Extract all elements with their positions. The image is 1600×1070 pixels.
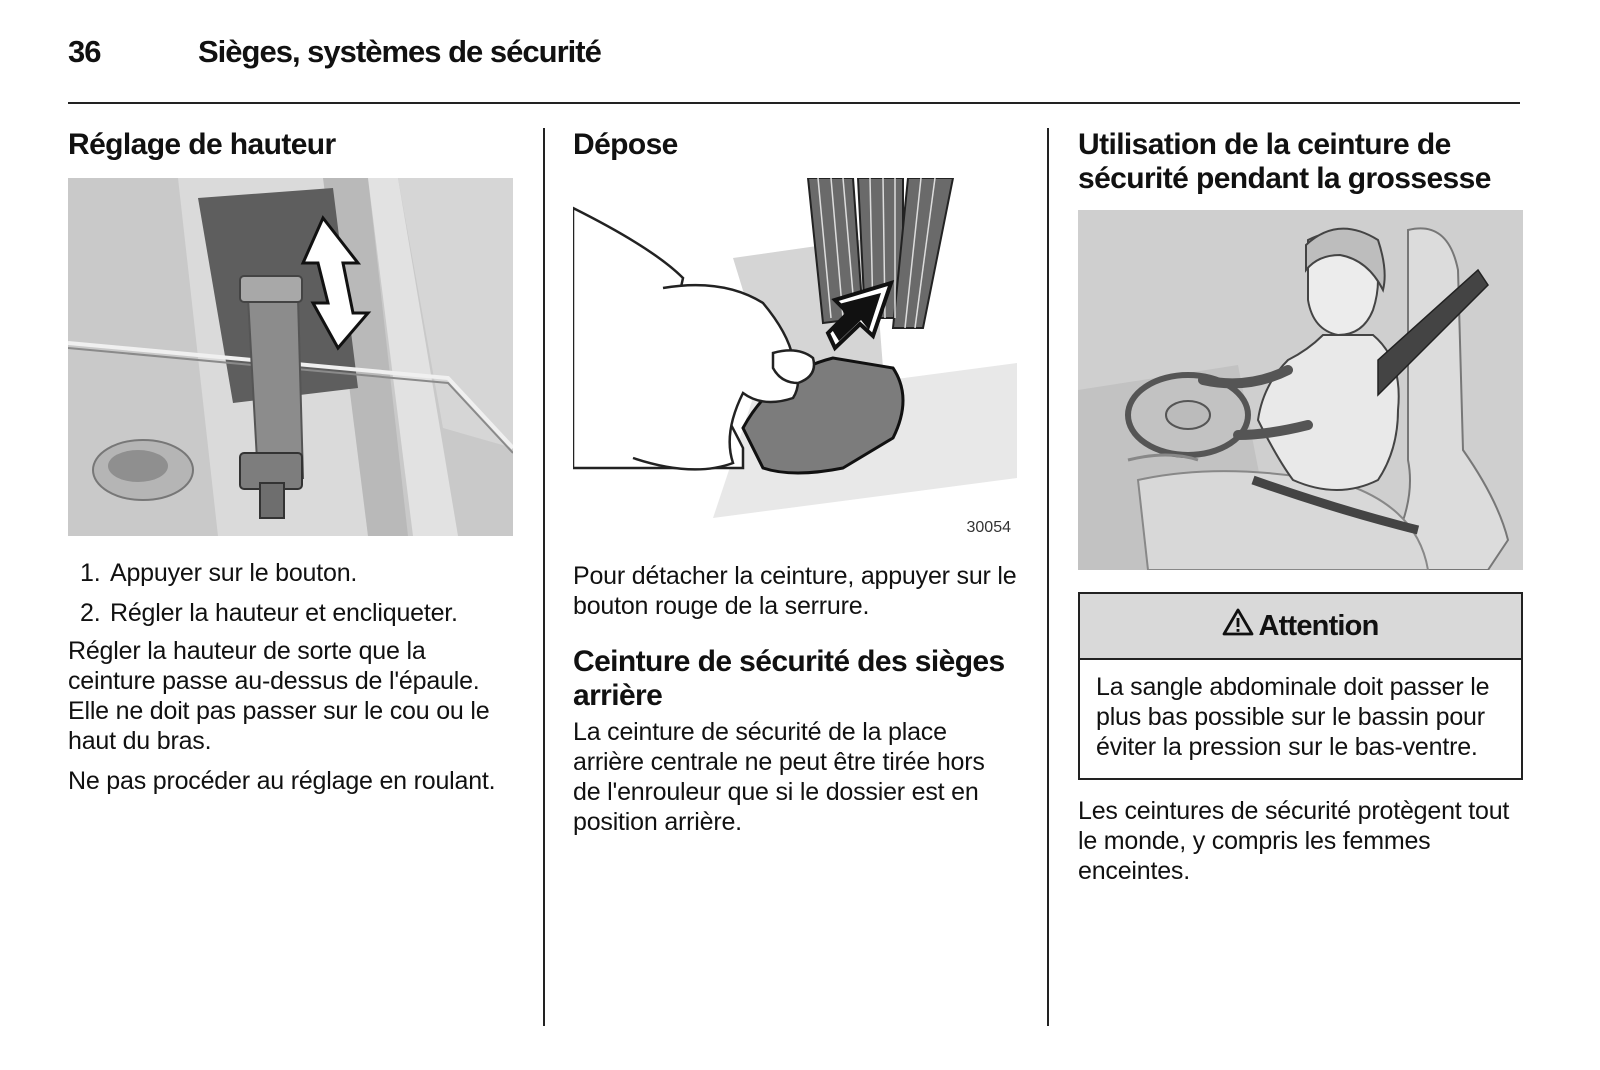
warning-triangle-icon [1222, 608, 1254, 644]
list-item: 2. Régler la hauteur et encliqueter. [80, 599, 458, 627]
belt-buckle-release-illustration [573, 178, 1017, 543]
column-divider [543, 128, 545, 1026]
height-adjustment-instructions: Régler la hauteur de sorte que la ceinture passe au-dessus de l'épaule. Elle ne doit pas passer sur le cou ou le haut du bras. [68, 637, 490, 755]
pregnancy-protection-text: Les ceintures de sécurité protègent tout le monde, y compris les femmes enceintes. [1078, 797, 1510, 885]
list-item: 1. Appuyer sur le bouton. [80, 559, 358, 587]
warning-title: Attention [1258, 609, 1379, 642]
column-divider [1047, 128, 1049, 1026]
page-header [68, 30, 1520, 104]
adjustment-steps [68, 558, 513, 628]
height-adjustment-warning: Ne pas procéder au réglage en roulant. [68, 767, 496, 795]
column-pregnancy [1078, 128, 1523, 886]
section-heading-rear-seat-belts: Ceinture de sécurité des sièges arrière [573, 645, 1005, 712]
belt-height-adjuster-illustration [68, 178, 513, 536]
column-removal [573, 128, 1017, 837]
figure-number: 30054 [966, 519, 1011, 536]
section-heading-height-adjustment: Réglage de hauteur [68, 128, 336, 161]
column-height-adjustment [68, 128, 513, 796]
rear-seat-belt-text: La ceinture de sécurité de la place arrière centrale ne peut être tirée hors de l'enrouleur que si le dossier est en position arrière. [573, 718, 985, 836]
page-number: 36 [68, 34, 101, 69]
section-heading-removal: Dépose [573, 128, 678, 161]
pregnant-driver-illustration [1078, 210, 1523, 570]
section-heading-pregnancy: Utilisation de la ceinture de sécurité pendant la grossesse [1078, 128, 1491, 195]
page-title: Sièges, systèmes de sécurité [198, 34, 601, 69]
buckle-release-instructions: Pour détacher la ceinture, appuyer sur le bouton rouge de la serrure. [573, 562, 1017, 620]
warning-header [1080, 594, 1521, 660]
warning-text: La sangle abdominale doit passer le plus bas possible sur le bassin pour éviter la pression sur le bas-ventre. [1096, 673, 1490, 761]
attention-warning-box [1078, 592, 1523, 780]
